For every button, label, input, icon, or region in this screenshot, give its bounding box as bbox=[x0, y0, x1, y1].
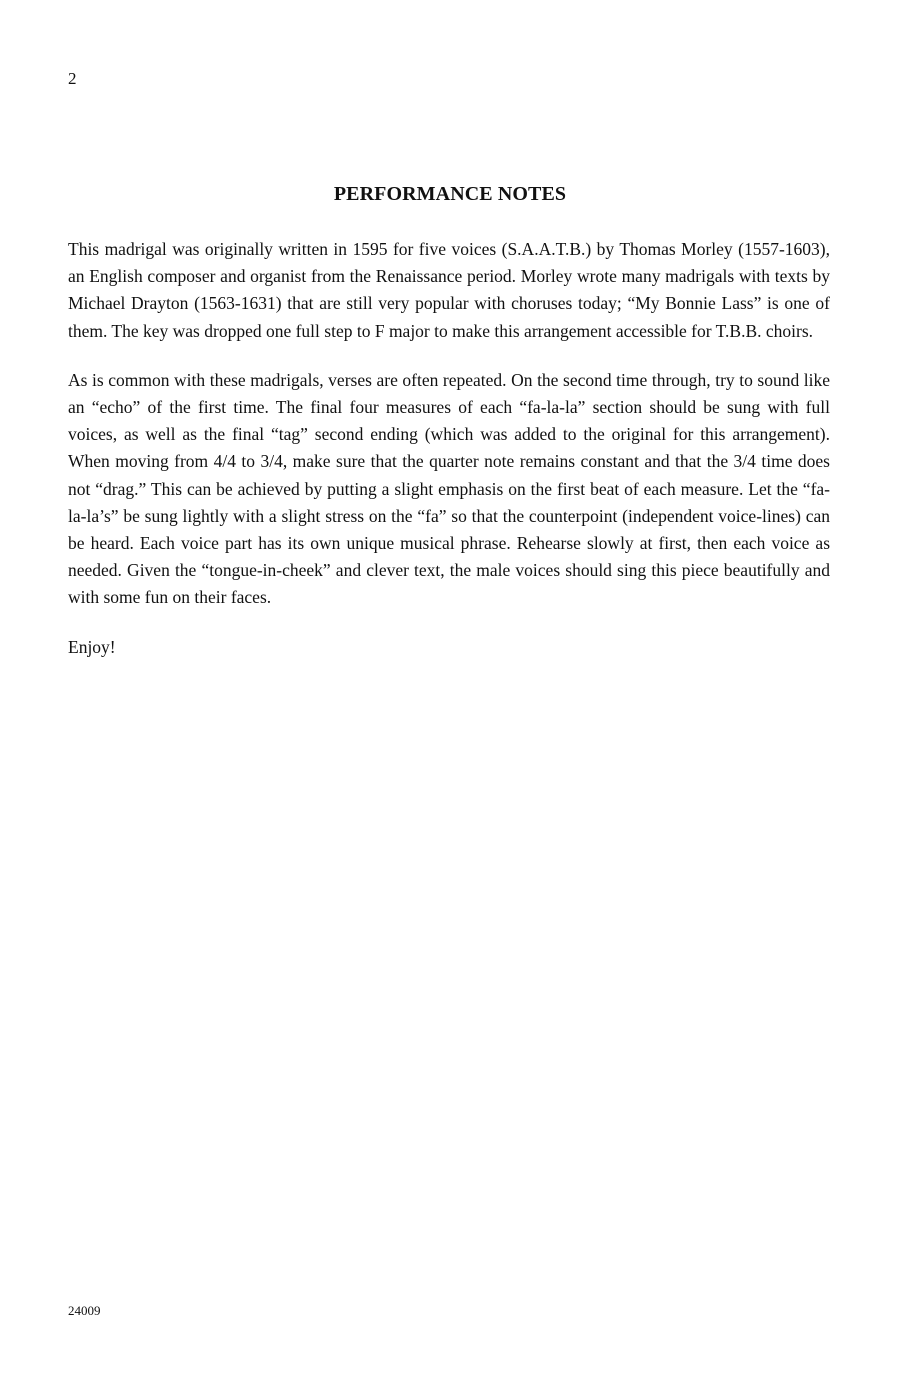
closing-signoff: Enjoy! bbox=[68, 636, 116, 657]
performance-notes-body bbox=[68, 236, 830, 661]
page-title: PERFORMANCE NOTES bbox=[333, 183, 567, 205]
paragraph-history: This madrigal was originally written in 1595 for five voices (S.A.A.T.B.) by Thomas Morley (1557-1603), an English composer and organist from the Renaissance period. Morley wrote many madrigals with texts by Michael Drayton (1563-1631) that are still very popular with choruses today; “My Bonnie Lass” is one of them. The key was dropped one full step to F major to make this arrangement accessible for T.B.B. choirs. bbox=[68, 239, 830, 341]
paragraph-performance-tips: As is common with these madrigals, verses are often repeated. On the second time through, try to sound like an “echo” of the first time. The final four measures of each “fa-la-la” section should be sung with full voices, as well as the final “tag” second ending (which was added to the original for this arrangement). When moving from 4/4 to 3/4, make sure that the quarter note remains constant and that the 3/4 time does not “drag.” This can be achieved by putting a slight emphasis on the first beat of each measure. Let the “fa-la-la’s” be sung lightly with a slight stress on the “fa” so that the counterpoint (independent voice-lines) can be heard. Each voice part has its own unique musical phrase. Rehearse slowly at first, then each voice as needed. Given the “tongue-in-cheek” and clever text, the male voices should sing this piece beautifully and with some fun on their faces. bbox=[68, 369, 830, 608]
catalog-number: 24009 bbox=[68, 1303, 101, 1318]
page-number: 2 bbox=[68, 69, 77, 88]
